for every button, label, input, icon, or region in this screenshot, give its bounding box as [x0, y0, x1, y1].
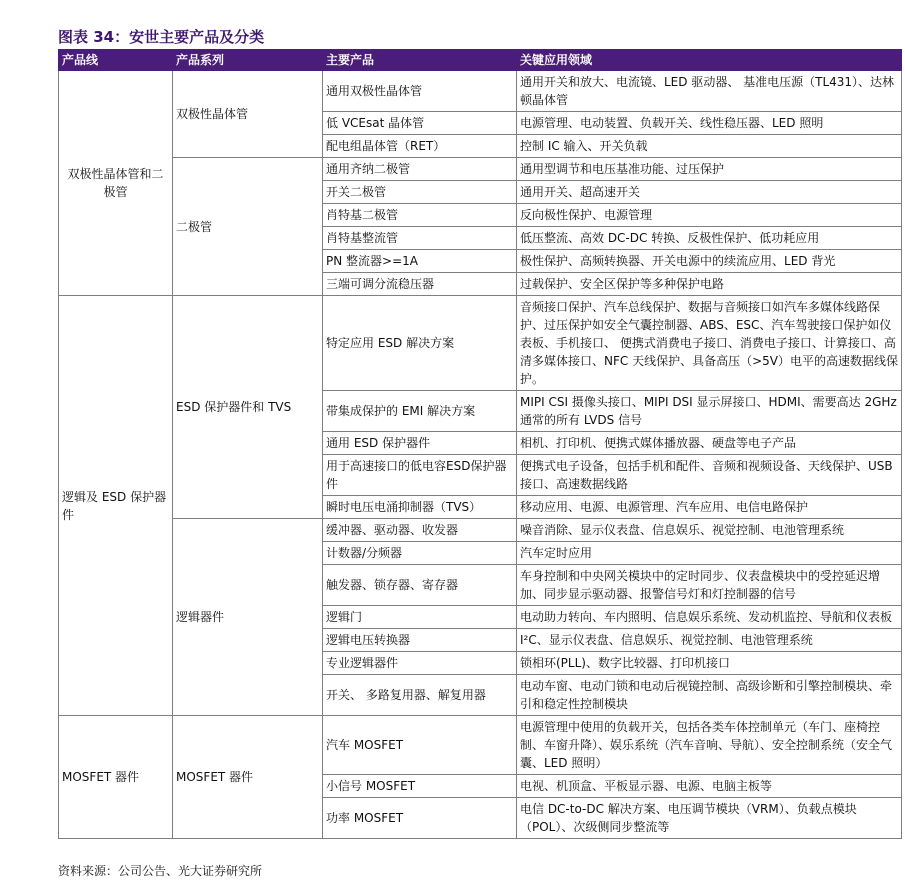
product-line-cell: 逻辑及 ESD 保护器件 — [59, 296, 173, 716]
application-cell: 电信 DC-to-DC 解决方案、电压调节模块（VRM）、负载点模块（POL）、次级侧同步整流等 — [517, 798, 902, 839]
main-product-cell: 通用 ESD 保护器件 — [323, 432, 517, 455]
table-body — [59, 71, 902, 839]
main-product-cell: 用于高速接口的低电容ESD保护器件 — [323, 455, 517, 496]
main-product-cell: 开关、 多路复用器、解复用器 — [323, 675, 517, 716]
main-product-cell: 特定应用 ESD 解决方案 — [323, 296, 517, 391]
product-table — [58, 49, 902, 839]
main-product-cell: 通用双极性晶体管 — [323, 71, 517, 112]
application-cell: 过载保护、安全区保护等多种保护电路 — [517, 273, 902, 296]
application-cell: 音频接口保护、汽车总线保护、数据与音频接口如汽车多媒体线路保护、过压保护如安全气囊控制器、ABS、ESC、汽车驾驶接口保护如仪表板、手机接口、 便携式消费电子接口、消费电子接口、计算接口、高清多媒体接口、NFC 天线保护、具备高压（>5V）电平的高速数据线保护。 — [517, 296, 902, 391]
main-product-cell: 配电组晶体管（RET） — [323, 135, 517, 158]
main-product-cell: 汽车 MOSFET — [323, 716, 517, 775]
application-cell: 反向极性保护、电源管理 — [517, 204, 902, 227]
main-product-cell: 触发器、锁存器、寄存器 — [323, 565, 517, 606]
application-cell: 汽车定时应用 — [517, 542, 902, 565]
table-row — [59, 71, 902, 112]
main-product-cell: 三端可调分流稳压器 — [323, 273, 517, 296]
application-cell: 便携式电子设备，包括手机和配件、音频和视频设备、天线保护、USB 接口、高速数据线路 — [517, 455, 902, 496]
main-product-cell: 计数器/分频器 — [323, 542, 517, 565]
product-series-cell: ESD 保护器件和 TVS — [173, 296, 323, 519]
header-key-applications: 关键应用领域 — [517, 50, 902, 71]
main-product-cell: 逻辑门 — [323, 606, 517, 629]
application-cell: 控制 IC 输入、开关负载 — [517, 135, 902, 158]
main-product-cell: 瞬时电压电涌抑制器（TVS） — [323, 496, 517, 519]
main-product-cell: PN 整流器>=1A — [323, 250, 517, 273]
application-cell: I²C、显示仪表盘、信息娱乐、视觉控制、电池管理系统 — [517, 629, 902, 652]
main-product-cell: 低 VCEsat 晶体管 — [323, 112, 517, 135]
table-row — [59, 158, 902, 181]
application-cell: 电视、机顶盒、平板显示器、电源、电脑主板等 — [517, 775, 902, 798]
product-series-cell: MOSFET 器件 — [173, 716, 323, 839]
product-line-cell: 双极性晶体管和二极管 — [59, 71, 173, 296]
application-cell: 低压整流、高效 DC-DC 转换、反极性保护、低功耗应用 — [517, 227, 902, 250]
application-cell: 电源管理、电动装置、负载开关、线性稳压器、LED 照明 — [517, 112, 902, 135]
main-product-cell: 肖特基二极管 — [323, 204, 517, 227]
application-cell: 极性保护、高频转换器、开关电源中的续流应用、LED 背光 — [517, 250, 902, 273]
application-cell: 移动应用、电源、电源管理、汽车应用、电信电路保护 — [517, 496, 902, 519]
main-product-cell: 带集成保护的 EMI 解决方案 — [323, 391, 517, 432]
main-product-cell: 逻辑电压转换器 — [323, 629, 517, 652]
product-series-cell: 双极性晶体管 — [173, 71, 323, 158]
application-cell: 通用型调节和电压基准功能、过压保护 — [517, 158, 902, 181]
application-cell: 电源管理中使用的负载开关，包括各类车体控制单元（车门、座椅控制、车窗升降）、娱乐系统（汽车音响、导航）、安全控制系统（安全气囊、LED 照明） — [517, 716, 902, 775]
table-row — [59, 519, 902, 542]
header-product-series: 产品系列 — [173, 50, 323, 71]
product-line-cell: MOSFET 器件 — [59, 716, 173, 839]
application-cell: 相机、打印机、便携式媒体播放器、硬盘等电子产品 — [517, 432, 902, 455]
product-series-cell: 逻辑器件 — [173, 519, 323, 716]
table-row — [59, 296, 902, 391]
application-cell: 电动车窗、电动门锁和电动后视镜控制、高级诊断和引擎控制模块、牵引和稳定性控制模块 — [517, 675, 902, 716]
main-product-cell: 专业逻辑器件 — [323, 652, 517, 675]
main-product-cell: 功率 MOSFET — [323, 798, 517, 839]
main-product-cell: 通用齐纳二极管 — [323, 158, 517, 181]
main-product-cell: 小信号 MOSFET — [323, 775, 517, 798]
main-product-cell: 开关二极管 — [323, 181, 517, 204]
application-cell: 噪音消除、显示仪表盘、信息娱乐、视觉控制、电池管理系统 — [517, 519, 902, 542]
source-note: 资料来源：公司公告、光大证券研究所 — [58, 864, 263, 878]
application-cell: 通用开关和放大、电流镜、LED 驱动器、 基准电压源（TL431）、达林顿晶体管 — [517, 71, 902, 112]
header-product-line: 产品线 — [59, 50, 173, 71]
header-main-products: 主要产品 — [323, 50, 517, 71]
application-cell: 通用开关、超高速开关 — [517, 181, 902, 204]
application-cell: MIPI CSI 摄像头接口、MIPI DSI 显示屏接口、HDMI、需要高达 2GHz 通常的所有 LVDS 信号 — [517, 391, 902, 432]
main-product-cell: 肖特基整流管 — [323, 227, 517, 250]
main-product-cell: 缓冲器、驱动器、收发器 — [323, 519, 517, 542]
table-header-row — [59, 50, 902, 71]
product-series-cell: 二极管 — [173, 158, 323, 296]
application-cell: 锁相环(PLL)、数字比较器、打印机接口 — [517, 652, 902, 675]
figure-title: 图表 34：安世主要产品及分类 — [58, 28, 265, 46]
application-cell: 电动助力转向、车内照明、信息娱乐系统、发动机监控、导航和仪表板 — [517, 606, 902, 629]
table-row — [59, 716, 902, 775]
application-cell: 车身控制和中央网关模块中的定时同步、仪表盘模块中的受控延迟增加、同步显示驱动器、报警信号灯和灯控制器的信号 — [517, 565, 902, 606]
